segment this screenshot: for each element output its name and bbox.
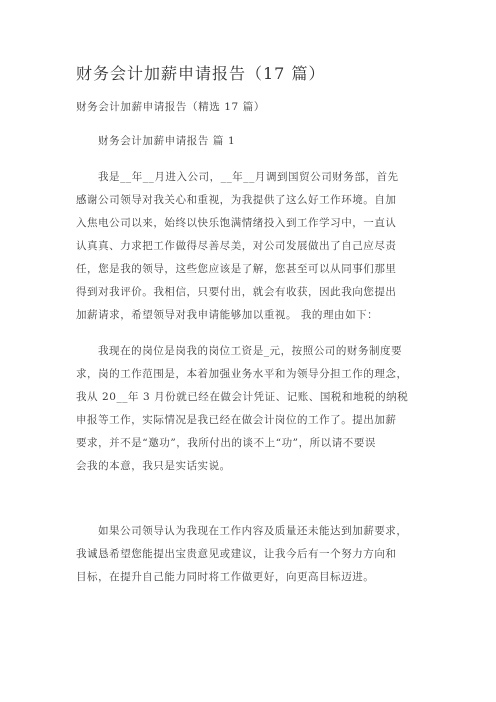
paragraph-line: 我从 20__年 3 月份就已经在做会计凭证、记账、国税和地税的纳税 [76, 391, 409, 403]
paragraph-line: 认真真、力求把工作做得尽善尽美，对公司发展做出了自己应尽责 [76, 240, 397, 252]
paragraph-line: 申报等工作，实际情况是我已经在做会计岗位的工作了。提出加薪 [76, 414, 397, 426]
paragraph-line: 我是__年__月进入公司，__年__月调到国贸公司财务部，首先 [98, 171, 399, 183]
paragraph-line: 我现在的岗位是岗我的岗位工资是_元，按照公司的财务制度要 [98, 345, 403, 357]
paragraph-line: 感谢公司领导对我关心和重视，为我提供了这么好工作环境。自加 [76, 194, 397, 206]
document-title: 财务会计加薪申请报告（17 篇） [76, 64, 326, 83]
paragraph-line: 入焦电公司以来，始终以快乐饱满情绪投入到工作学习中，一直认 [76, 217, 397, 229]
paragraph-line: 会我的本意，我只是实话实说。 [76, 460, 231, 472]
document-subtitle: 财务会计加薪申请报告（精选 17 篇） [76, 101, 265, 113]
paragraph-line: 如果公司领导认为我现在工作内容及质量还未能达到加薪要求， [98, 525, 408, 537]
paragraph-line: 任，您是我的领导，这些您应该是了解，您甚至可以从同事们那里 [76, 263, 397, 275]
paragraph-line: 要求，并不是“邀功”，我所付出的谈不上“功”，所以请不要误 [76, 437, 376, 449]
paragraph-line: 得到对我评价。我相信，只要付出，就会有收获，因此我向您提出 [76, 286, 397, 298]
paragraph-line: 加薪请求，希望领导对我申请能够加以重视。 我的理由如下： [76, 309, 379, 321]
paragraph-line: 目标，在提升自己能力同时将工作做更好，向更高目标迈进。 [76, 571, 375, 583]
paragraph-line: 求，岗的工作范围是，本着加强业务水平和为领导分担工作的理念， [76, 368, 408, 380]
section-heading: 财务会计加薪申请报告 篇 1 [98, 135, 236, 147]
paragraph-line: 我诚恳希望您能提出宝贵意见或建议，让我今后有一个努力方向和 [76, 548, 397, 560]
